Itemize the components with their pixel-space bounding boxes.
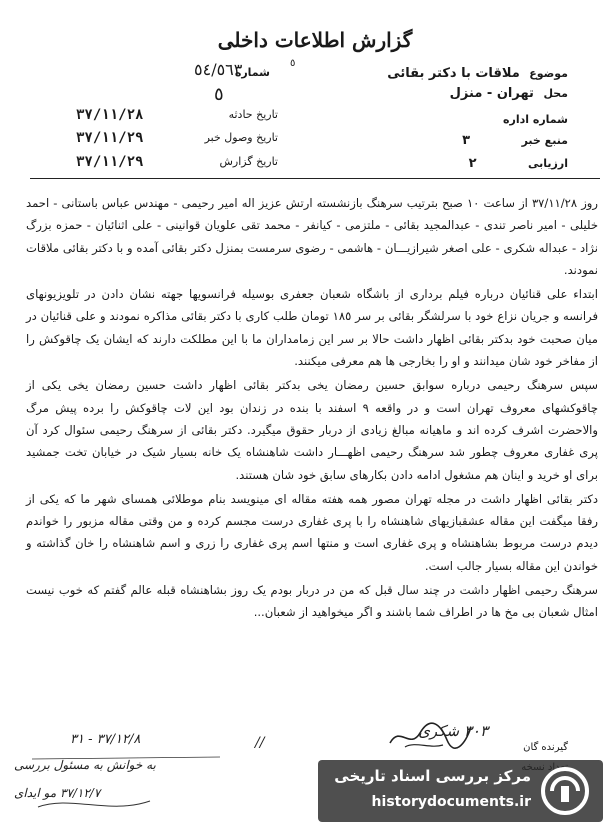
subject-row	[387, 66, 568, 81]
paragraph-2: ابتداء علی قنائیان درباره فیلم برداری از باشگاه شعبان جعفری بوسیله فرانسویها جهته نشان دادن در تلویزیونهای فرانسه و جریان نزاع خود با سرلشگر بقائی بر سر ١٨٥ تومان طلب کاری با دکتر بقائی مذاکره نمودند و علی قنائیان در میان صحبت خود بدکتر بقائی اظهار داشت حالا بر سر این زمامداران ما با این مطلکت دارند که ایشان یک چاقوکش را از مفاخر خود شان میدانند و او را بخارجی ها هم معرفی میکنند.	[26, 287, 598, 369]
subject-value: ملاقات با دکتر بقائی	[387, 66, 520, 81]
document-title: گزارش اطلاعات داخلی	[217, 28, 413, 52]
place-row	[450, 86, 568, 101]
watermark-url: historydocuments.ir	[371, 794, 531, 810]
header-divider	[30, 178, 600, 179]
source-value: ٣	[462, 133, 471, 148]
event-date-label: تاریخ حادثه	[228, 108, 278, 121]
handwritten-note-3: ٣٧/١٢/٧ مو ایدای	[14, 786, 101, 800]
handwritten-note-2: به خوانش به مسئول بررسی	[14, 758, 156, 772]
number-handwritten: ٥٤/٥٦٣	[194, 60, 243, 79]
number-sub: ٥	[214, 84, 224, 105]
appraisal-label: ارزیابی	[528, 157, 568, 170]
appraisal-value: ٢	[468, 156, 477, 171]
handwritten-note-1: ٣٧/١٢/٨ - ٣١	[70, 732, 141, 747]
paragraph-1: روز ٣٧/١١/٢٨ از ساعت ١٠ صبح بترتیب سرهنگ بازنشسته ارتش عزیز اله امیر رحیمی - مهندس عباس باستانی - احمد خلیلی - امیر ناصر تندی - عبدالمجید بقائی - ملتزمی - کیانفر - محمد تقی علویان قوانینی - علی اثنائیان - حمزه بزرگ نژاد - عبداله شکری - علی اصغر شیرازیـــان - هاشمی - رضوی سرمست بمنزل دکتر بقائی آمده و با دکتر بقائی ملاقات نمودند.	[26, 196, 598, 277]
source-row	[462, 133, 568, 148]
receipt-date-value: ٣٧/١١/٢٩	[76, 130, 144, 146]
number-label: شماره	[234, 66, 270, 79]
report-date-value: ٣٧/١١/٢٩	[76, 154, 144, 170]
subject-label: موضوع	[529, 67, 568, 80]
place-value: تهران - منزل	[449, 86, 534, 101]
report-date-label: تاریخ گزارش	[219, 155, 278, 168]
top-mark: ٥	[290, 58, 296, 69]
paragraph-5: سرهنگ رحیمی اظهار داشت در چند سال قبل که من در دربار بودم یک روز بشاهنشاه قبله عالم گفتم که خوب نیست امثال شعبان بی مخ ها در اطراف شما باشند و اگر میخواهید از شعبان...	[26, 583, 598, 620]
source-label: منبع خبر	[521, 134, 568, 147]
archive-logo-icon	[540, 766, 590, 816]
signature-scribble	[385, 715, 475, 755]
watermark-banner	[318, 760, 603, 822]
watermark-name: مرکز بررسی اسناد تاریخی	[334, 767, 531, 785]
reporter-label: گیرنده گان	[523, 742, 568, 753]
receipt-date-label: تاریخ وصول خبر	[204, 131, 278, 144]
reg-number-row	[497, 113, 568, 126]
paragraph-3: سپس سرهنگ رحیمی درباره سوابق حسین رمضان یخی بدکتر بقائی اظهار داشت حسین رمضان یخی یکی از چاقوکشهای معروف تهران است و در واقعه ٩ اسفند با بنده در زندان بود این لات چاقوکش را برده پیش مرگ والاحضرت اشرف کرده اند و ماهیانه مبالغ زیادی از دربار حقوق میگیرد. دکتر بقائی از سرهنگ رحیمی سئوال کرد آن پری غفاری معروف چطور شد سرهنگ رحیمی اظهـــار داشت شاهنشاه یک خانه بسیار شیک در خیابان تخت جمشید برای او خرید و اینان هم مشغول ادامه دادن بکارهای سابق خود شان هستند.	[26, 378, 598, 482]
place-label: محل	[543, 87, 568, 100]
event-date-value: ٣٧/١١/٢٨	[76, 107, 144, 123]
handwriting-scribbles	[30, 735, 230, 820]
reporter-signature-text: ٣٠٣ شکری	[418, 722, 488, 740]
appraisal-row	[469, 156, 568, 171]
footer-mark: //	[255, 735, 265, 751]
reg-number-label: شماره اداره	[503, 113, 568, 126]
paragraph-4: دکتر بقائی اظهار داشت در مجله تهران مصور همه هفته مقاله ای مینویسد بنام موطلائی همسای شهر ما که یکی از رفقا میگفت این مقاله عشقبازیهای شاهنشاه را با پری غفاری درست مجسم کرده و من وقتی مقاله مزبور را خواندم دیدم درست مربوط بشاهنشاه و پری غفاری است و منتها اسم پری غفاری را زری و اسم شاهنشاه را خان گذاشته و خواندن این مقاله بسیار جالب است.	[26, 491, 598, 573]
report-body	[26, 192, 598, 624]
